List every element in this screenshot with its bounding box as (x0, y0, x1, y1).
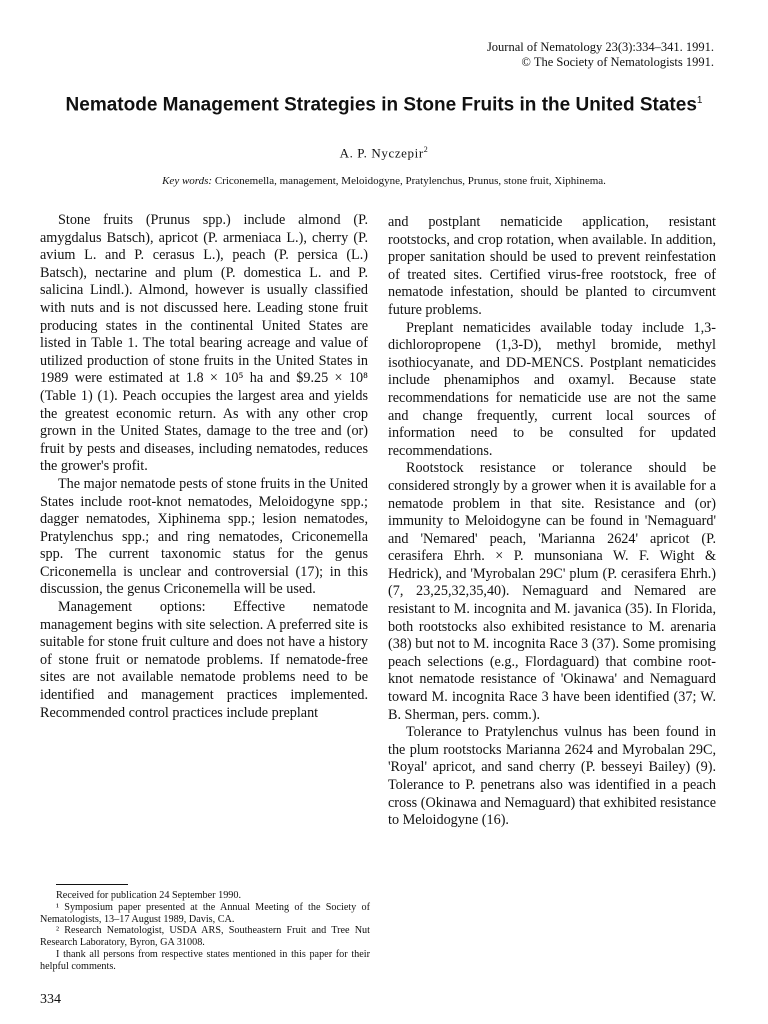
author-name: A. P. Nyczepir (339, 145, 424, 161)
paper-title-text: Nematode Management Strategies in Stone Fruits in the United States (65, 94, 697, 116)
right-column (388, 214, 716, 830)
title-footnote-mark: 1 (696, 95, 703, 106)
paragraph: Rootstock resistance or tolerance should be considered strongly by a grower when it is available for a nematode problem in that site. Resistance and (or) immunity to Meloidogyne can be found in 'Nemaguard' and 'Nemared' peach, 'Marianna 2624' apricot (P. cerasifera Ehrh. × P. munsoniana W. F. Wight & Hedrick), and 'Myrobalan 29C' plum (P. cerasifera Ehrh.) (7, 23,25,32,35,40). Nemaguard and Nemared are resistant to M. incognita and M. javanica (35). In Florida, both rootstocks also exhibited resistance to M. arenaria (38) but not to M. incognita Race 3 (37). Some promising peach selections (e.g., Flordaguard) that combine root-knot nematode resistance of 'Okinawa' and Nemaguard toward M. incognita Race 3 have been identified (37; W. B. Sherman, pers. comm.). (388, 460, 716, 723)
footnote-received: Received for publication 24 September 1990. (56, 890, 242, 901)
paragraph: and postplant nematicide application, resistant rootstocks, and crop rotation, when available. In addition, proper sanitation should be used to prevent reinfestation of treated sites. Certified virus-free rootstock, free of nematode infestation, should be planted to circumvent future problems. (388, 214, 716, 318)
left-column (40, 212, 368, 722)
paragraph: The major nematode pests of stone fruits in the United States include root-knot nematodes, Meloidogyne spp.; dagger nematodes, Xiphinema spp.; lesion nematodes, Pratylenchus spp.; and ring nematodes, Criconemella spp. The current taxonomic status for the genus Criconemella is unclear and controversial (17); in this discussion, the genus Criconemella will be used. (40, 475, 368, 598)
paragraph: Preplant nematicides available today include 1,3-dichloropropene (1,3-D), methyl bromide, methyl isothiocyanate, and DD-MENCS. Postplant nematicides include phenamiphos and oxamyl. Because state recommendations for nematicide use are not the same and change frequently, current local sources of information need to be consulted for updated recommendations. (388, 319, 716, 459)
author-line (40, 145, 728, 161)
paper-title (40, 88, 728, 117)
copyright-line: © The Society of Nematologists 1991. (521, 55, 714, 69)
journal-line: Journal of Nematology 23(3):334–341. 1991. (486, 40, 714, 54)
footnotes (40, 890, 370, 973)
paragraph: Management options: Effective nematode management begins with site selection. A preferred site is suitable for stone fruit culture and does not have a history of stone fruit or nematode problems. If nematode-free sites are not available nematode problems need to be identified and management practices implemented. Recommended control practices include preplant (40, 599, 368, 721)
keywords-text: Criconemella, management, Meloidogyne, Pratylenchus, Prunus, stone fruit, Xiphinema. (214, 175, 606, 187)
footnote-acknowledgment: I thank all persons from respective states mentioned in this paper for their helpful comments. (40, 948, 370, 972)
page-number: 334 (40, 992, 61, 1007)
footnote-1: ¹ Symposium paper presented at the Annual Meeting of the Society of Nematologists, 13–17 August 1989, Davis, CA. (40, 901, 370, 925)
footnote-divider (56, 884, 128, 885)
keywords-label: Key words: (162, 175, 213, 187)
footnote-2: ² Research Nematologist, USDA ARS, Southeastern Fruit and Tree Nut Research Laboratory, Byron, GA 31008. (40, 925, 370, 949)
author-footnote-mark: 2 (423, 145, 429, 154)
journal-citation (487, 40, 714, 70)
paragraph: Tolerance to Pratylenchus vulnus has been found in the plum rootstocks Marianna 2624 and Myrobalan 29C, 'Royal' apricot, and sand cherry (P. besseyi Bailey) (9). Tolerance to P. penetrans also was identified in a peach cross (Okinawa and Nemaguard) that exhibited resistance to Meloidogyne (16). (388, 724, 716, 829)
keywords-line (40, 175, 728, 187)
paragraph: Stone fruits (Prunus spp.) include almond (P. amygdalus Batsch), apricot (P. armeniaca L.), cherry (P. avium L. and P. cerasus L.), peach (P. persica (L.) Batsch), nectarine and plum (P. domestica L. and P. salicina Lindl.). Almond, however is usually classified with nuts and is not discussed here. Leading stone fruit producing states in the continental United States are listed in Table 1. The total bearing acreage and value of utilized production of stone fruits in the United States in 1989 were estimated at 1.8 × 10⁵ ha and $9.25 × 10⁸ (Table 1) (1). Peach occupies the largest area and yields the greatest economic return. As with any other crop grown in the United States, damage to the tree and (or) fruit by pests and diseases, including nematodes, reduces the grower's profit. (40, 212, 368, 475)
